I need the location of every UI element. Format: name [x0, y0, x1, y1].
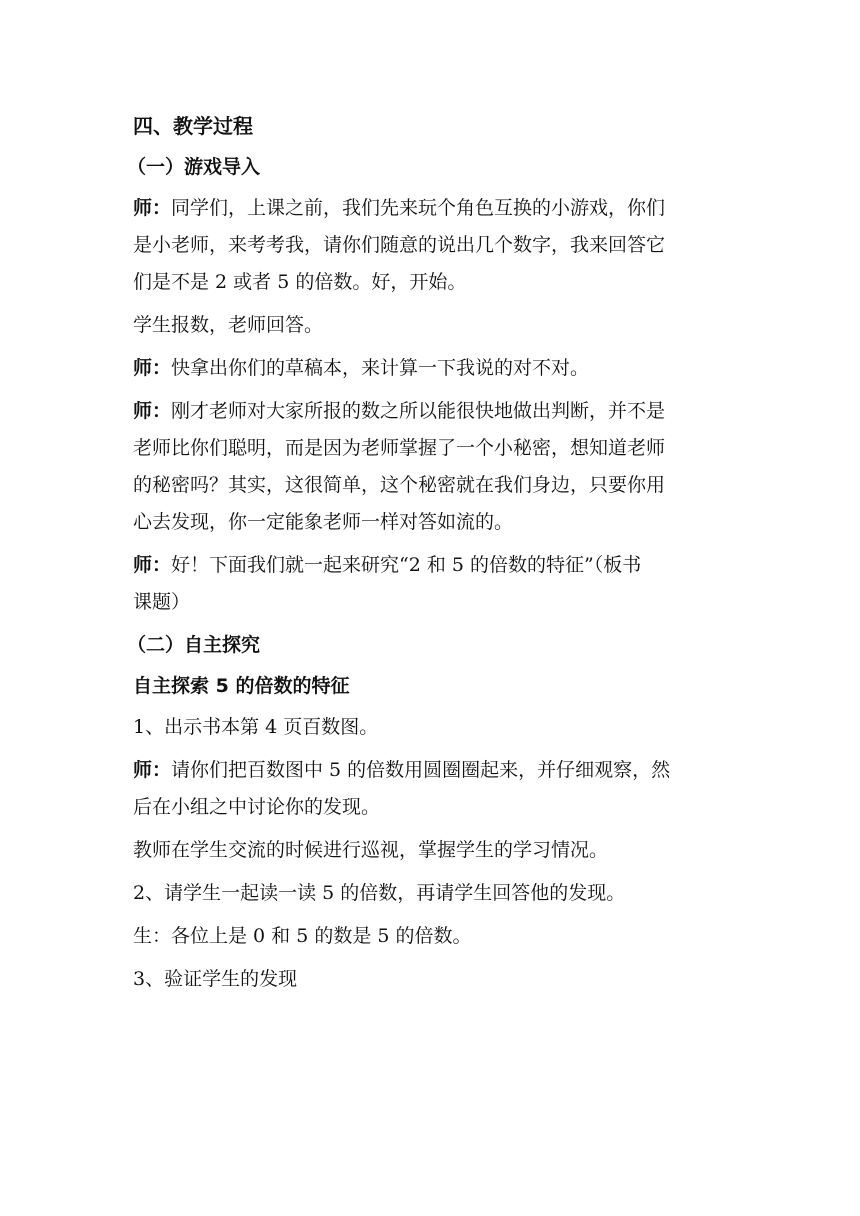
- speaker-label: 师：: [133, 759, 172, 781]
- paragraph-line: 老师比你们聪明，而是因为老师掌握了一个小秘密，想知道老师: [133, 437, 666, 459]
- paragraph-teacher-5: [133, 752, 733, 826]
- paragraph-line: 的秘密吗？其实，这很简单，这个秘密就在我们身边，只要你用: [133, 474, 666, 496]
- paragraph-line: 是小老师，来考考我，请你们随意的说出几个数字，我来回答它: [133, 234, 666, 256]
- paragraph-text: 快拿出你们的草稿本，来计算一下我说的对不对。: [171, 357, 590, 379]
- speaker-label: 师：: [133, 357, 172, 379]
- subsection-title-explore: （二）自主探究: [127, 634, 261, 656]
- speaker-label: 师：: [133, 197, 172, 219]
- subsection-title-game: （一）游戏导入: [127, 156, 261, 178]
- paragraph-line: 刚才老师对大家所报的数之所以能很快地做出判断，并不是: [171, 400, 666, 422]
- paragraph-teacher-3: [133, 393, 733, 541]
- speaker-label: 师：: [133, 400, 172, 422]
- paragraph-teacher-tour: 教师在学生交流的时候进行巡视，掌握学生的学习情况。: [133, 839, 609, 861]
- paragraph-line: 心去发现，你一定能象老师一样对答如流的。: [133, 511, 514, 533]
- paragraph-student-report: 学生报数，老师回答。: [133, 314, 324, 336]
- paragraph-student-answer: 生：各位上是 0 和 5 的数是 5 的倍数。: [133, 925, 472, 947]
- paragraph-line: 后在小组之中讨论你的发现。: [133, 796, 381, 818]
- document-page: [127, 108, 733, 1004]
- step-3: 3、验证学生的发现: [133, 968, 298, 990]
- speaker-label: 师：: [133, 554, 172, 576]
- section-title: 四、教学过程: [133, 114, 253, 138]
- paragraph-teacher-1: [133, 190, 733, 301]
- step-1: 1、出示书本第 4 页百数图。: [133, 716, 379, 738]
- paragraph-teacher-2: [133, 350, 733, 387]
- paragraph-line: 好！下面我们就一起来研究“2 和 5 的倍数的特征”（板书: [171, 554, 642, 576]
- paragraph-line: 同学们，上课之前，我们先来玩个角色互换的小游戏，你们: [171, 197, 666, 219]
- topic-heading: 自主探索 5 的倍数的特征: [133, 675, 350, 697]
- paragraph-teacher-4: [133, 547, 733, 621]
- paragraph-line: 请你们把百数图中 5 的倍数用圆圈圈起来，并仔细观察，然: [171, 759, 671, 781]
- paragraph-line: 课题）: [133, 591, 191, 613]
- step-2: 2、请学生一起读一读 5 的倍数，再请学生回答他的发现。: [133, 882, 626, 904]
- paragraph-line: 们是不是 2 或者 5 的倍数。好，开始。: [133, 271, 467, 293]
